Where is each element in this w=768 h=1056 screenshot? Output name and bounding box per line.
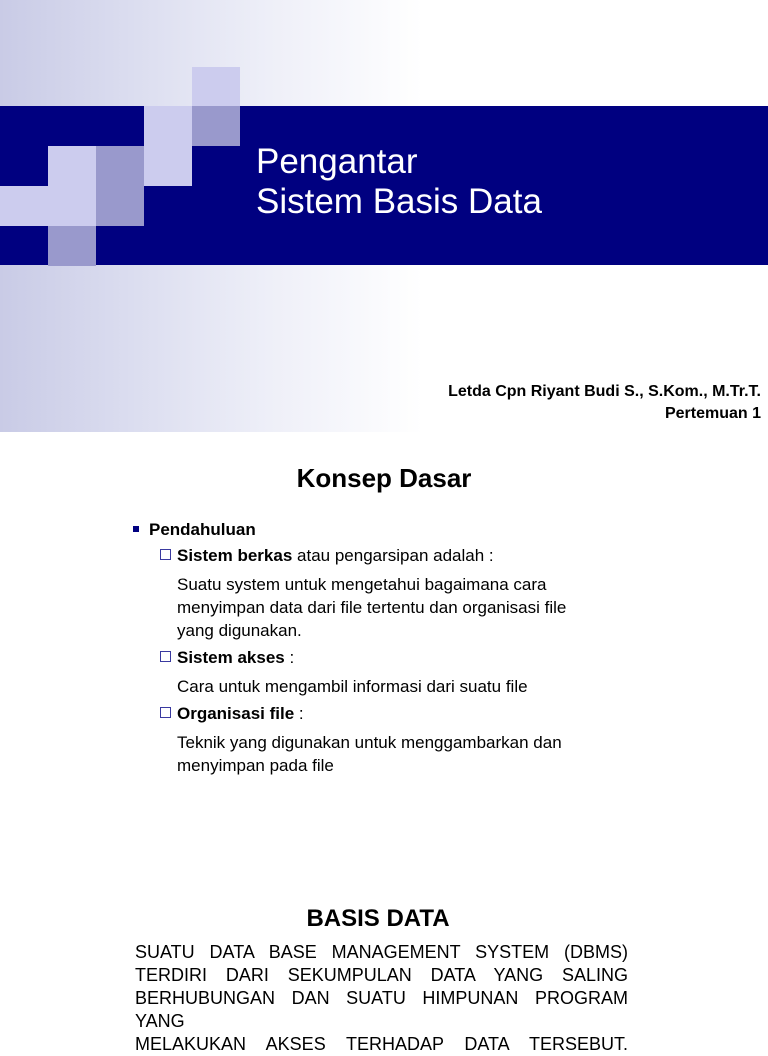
slide-title-line2: Sistem Basis Data: [256, 182, 542, 221]
sub-item-desc: Suatu system untuk mengetahui bagaimana cara: [177, 575, 547, 594]
concept-slide: [0, 432, 768, 864]
bullet-label: Pendahuluan: [149, 520, 256, 539]
hollow-square-bullet-icon: [160, 707, 171, 718]
decor-square: [0, 186, 48, 226]
sub-item-sistem-berkas: [160, 545, 494, 567]
body-line: TERDIRI DARI SEKUMPULAN DATA YANG SALING: [135, 965, 628, 985]
basis-data-body: [135, 941, 628, 1056]
decor-square: [144, 146, 192, 186]
hollow-square-bullet-icon: [160, 549, 171, 560]
sub-item-desc: Cara untuk mengambil informasi dari suatu file: [177, 677, 528, 696]
sub-item-desc: yang digunakan.: [177, 621, 302, 640]
session-label: Pertemuan 1: [664, 405, 761, 422]
decor-square: [144, 106, 192, 146]
decor-square: [48, 226, 96, 266]
sub-item-suffix: :: [294, 704, 304, 723]
basis-data-title: BASIS DATA: [306, 905, 450, 932]
sub-item-term: Sistem akses: [177, 648, 285, 667]
body-line: BERHUBUNGAN DAN SUATU HIMPUNAN PROGRAM YANG: [135, 988, 628, 1031]
decor-square: [192, 67, 240, 107]
slide-title: [256, 142, 542, 222]
decor-square: [96, 186, 144, 226]
author-name: Letda Cpn Riyant Budi S., S.Kom., M.Tr.T.: [448, 383, 761, 400]
decor-square: [192, 106, 240, 146]
sub-item-desc: menyimpan pada file: [177, 756, 334, 775]
sub-item-suffix: :: [284, 648, 295, 667]
sub-item-term: Sistem berkas: [177, 546, 293, 565]
slide-title-line1: Pengantar: [256, 142, 418, 181]
decor-square: [96, 146, 144, 186]
sub-item-organisasi-file: [160, 703, 304, 725]
basis-data-slide: [0, 864, 768, 1054]
sub-item-term: Organisasi file: [177, 704, 295, 723]
square-bullet-icon: [133, 526, 139, 532]
hollow-square-bullet-icon: [160, 651, 171, 662]
concept-title: Konsep Dasar: [296, 463, 472, 493]
sub-item-sistem-akses: [160, 647, 294, 669]
decor-square: [48, 146, 96, 186]
sub-item-suffix: atau pengarsipan adalah :: [292, 546, 494, 565]
body-line: MELAKUKAN AKSES TERHADAP DATA TERSEBUT.: [135, 1034, 628, 1054]
sub-item-desc: Teknik yang digunakan untuk menggambarkan dan: [177, 733, 562, 752]
decor-square: [48, 186, 96, 226]
title-slide: [0, 0, 768, 432]
author-block: [448, 381, 761, 425]
bullet-pendahuluan: [133, 519, 256, 541]
sub-item-desc: menyimpan data dari file tertentu dan organisasi file: [177, 598, 567, 617]
body-line: SUATU DATA BASE MANAGEMENT SYSTEM (DBMS): [135, 942, 628, 962]
